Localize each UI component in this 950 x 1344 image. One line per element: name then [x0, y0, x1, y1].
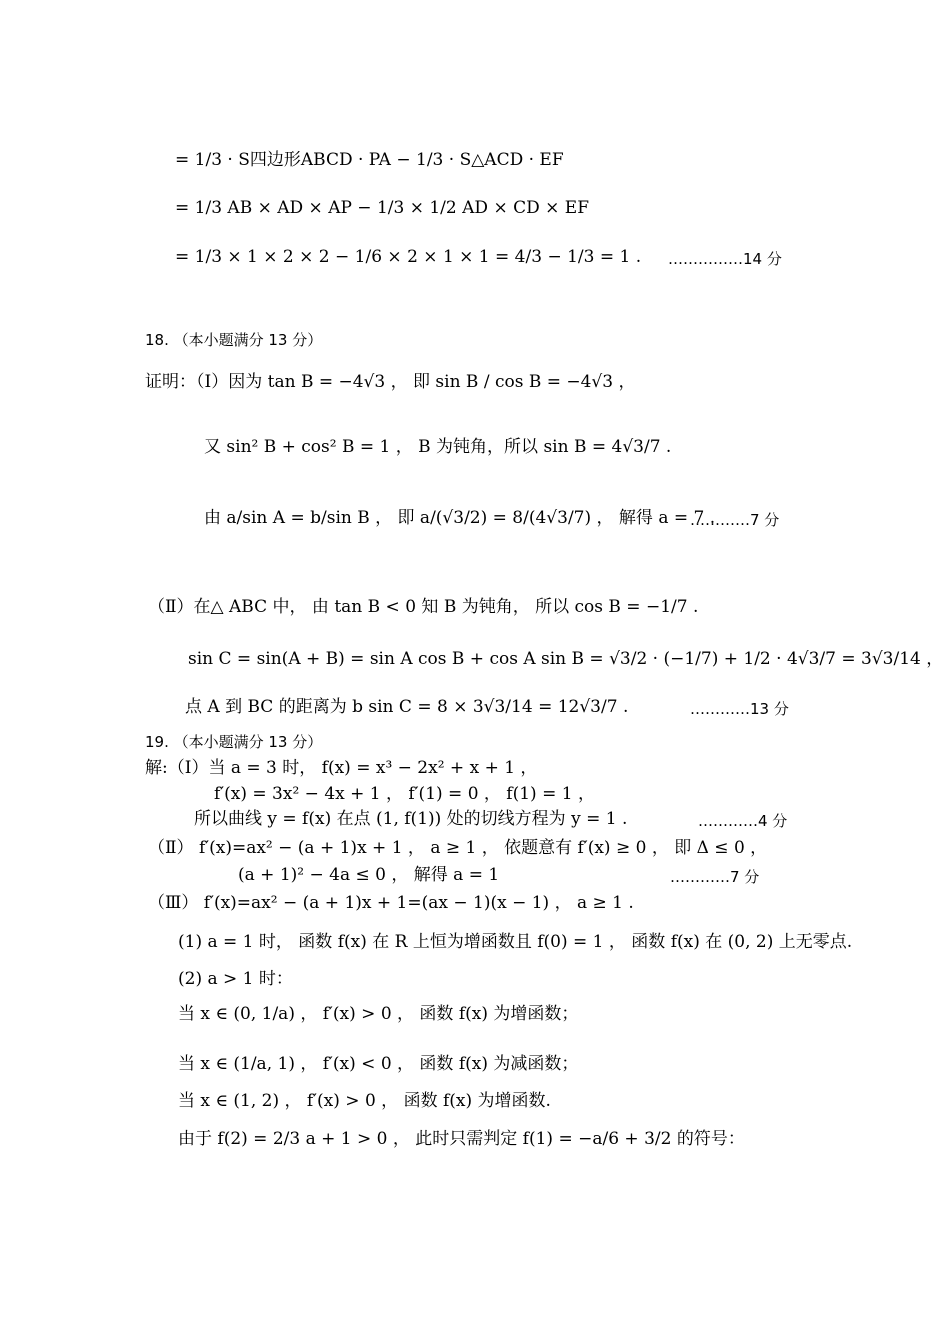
q19-line-2: f′(x) = 3x² − 4x + 1 ， f′(1) = 0 ， f(1) = 1 ，	[214, 784, 595, 804]
q18-line-1: 证明：（Ⅰ）因为 tan B = −4√3 ， 即 sin B / cos B = −4√3 ，	[145, 372, 636, 392]
q19-score-1: …………4 分	[698, 812, 788, 830]
volume-score: ……………14 分	[668, 250, 782, 268]
q19-line-3: 所以曲线 y = f(x) 在点 (1, f(1)) 处的切线方程为 y = 1 .	[194, 809, 628, 829]
q18-line-3: 由 a/sin A = b/sin B ， 即 a/(√3/2) = 8/(4√3/7) ， 解得 a = 7 .	[204, 508, 716, 528]
volume-line-1: = 1/3 · S四边形ABCD · PA − 1/3 · S△ACD · EF	[175, 150, 564, 170]
q18-score-1: …………7 分	[690, 511, 780, 529]
q19-line-6: （Ⅲ） f′(x)=ax² − (a + 1)x + 1=(ax − 1)(x − 1) ， a ≥ 1 .	[148, 893, 634, 913]
q18-line-4: （Ⅱ）在△ ABC 中， 由 tan B < 0 知 B 为钝角， 所以 cos B = −1/7 .	[148, 597, 699, 617]
q18-line-5: sin C = sin(A + B) = sin A cos B + cos A sin B = √3/2 · (−1/7) + 1/2 · 4√3/7 = 3√3/14 ，	[188, 649, 944, 669]
q19-heading: 19. （本小题满分 13 分）	[145, 733, 323, 751]
q18-heading: 18. （本小题满分 13 分）	[145, 331, 323, 349]
q18-line-6: 点 A 到 BC 的距离为 b sin C = 8 × 3√3/14 = 12√3/7 .	[185, 697, 629, 717]
q19-line-12: 由于 f(2) = 2/3 a + 1 > 0 ， 此时只需判定 f(1) = −a/6 + 3/2 的符号：	[178, 1129, 745, 1149]
q18-score-2: …………13 分	[690, 700, 789, 718]
volume-line-3: = 1/3 × 1 × 2 × 2 − 1/6 × 2 × 1 × 1 = 4/3 − 1/3 = 1 .	[175, 247, 642, 267]
q19-score-2: …………7 分	[670, 868, 760, 886]
q19-line-8: (2) a > 1 时：	[178, 969, 293, 989]
q18-line-2: 又 sin² B + cos² B = 1 ， B 为钝角，所以 sin B = 4√3/7 .	[204, 437, 672, 457]
q19-line-1: 解:（Ⅰ）当 a = 3 时， f(x) = x³ − 2x² + x + 1 ，	[145, 758, 538, 778]
q19-line-9: 当 x ∈ (0, 1/a) ， f′(x) > 0 ， 函数 f(x) 为增函数；	[178, 1004, 579, 1024]
q19-line-7: (1) a = 1 时， 函数 f(x) 在 R 上恒为增函数且 f(0) = 1 ， 函数 f(x) 在 (0, 2) 上无零点.	[178, 932, 853, 952]
q19-line-4: （Ⅱ） f′(x)=ax² − (a + 1)x + 1 ， a ≥ 1 ， 依题意有 f′(x) ≥ 0 ， 即 Δ ≤ 0 ，	[148, 838, 768, 858]
q19-line-10: 当 x ∈ (1/a, 1) ， f′(x) < 0 ， 函数 f(x) 为减函数；	[178, 1054, 579, 1074]
volume-line-2: = 1/3 AB × AD × AP − 1/3 × 1/2 AD × CD × EF	[175, 198, 589, 218]
q19-line-11: 当 x ∈ (1, 2) ， f′(x) > 0 ， 函数 f(x) 为增函数.	[178, 1091, 551, 1111]
q19-line-5: (a + 1)² − 4a ≤ 0 ， 解得 a = 1	[238, 865, 500, 885]
